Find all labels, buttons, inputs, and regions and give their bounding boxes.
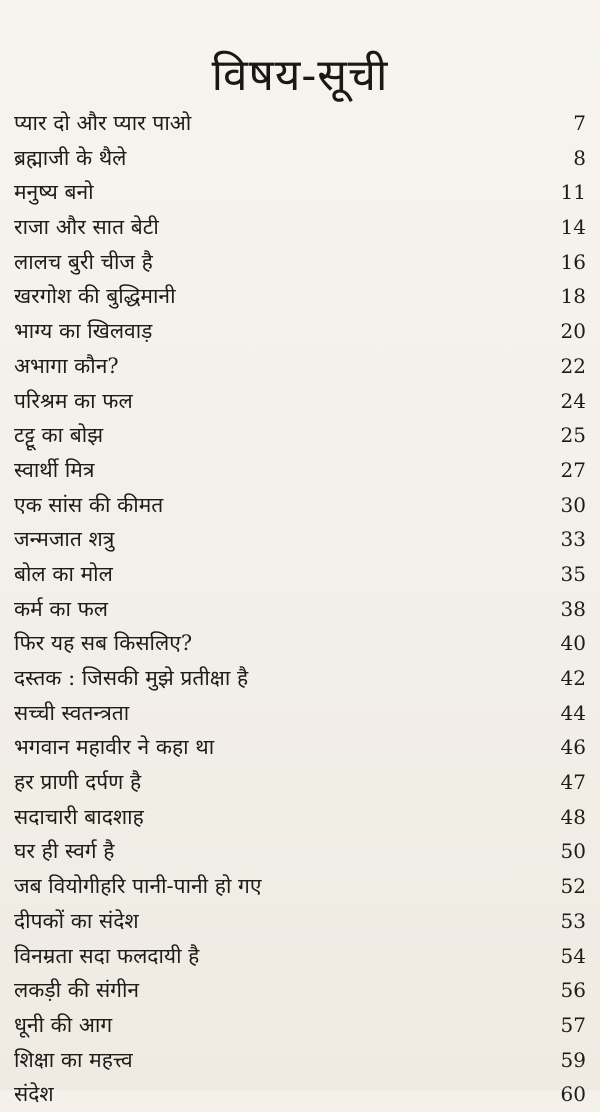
- toc-entry-page-number: 14: [560, 215, 586, 240]
- page-title: विषय-सूची: [211, 50, 389, 102]
- toc-entry: [14, 141, 586, 176]
- toc-entry-title: ब्रह्माजी के थैले: [14, 145, 127, 170]
- toc-entry-title: मनुष्य बनो: [14, 180, 94, 205]
- toc-entry-page-number: 59: [560, 1047, 586, 1072]
- toc-entry-title: प्यार दो और प्यार पाओ: [14, 111, 192, 135]
- toc-entry-title: विनम्रता सदा फलदायी है: [14, 943, 200, 968]
- toc-entry-title: जन्मजात शत्रु: [14, 527, 115, 552]
- toc-entry-page-number: 24: [560, 388, 586, 413]
- table-of-contents: [14, 106, 586, 1112]
- toc-entry: [14, 730, 586, 765]
- toc-entry-title: शिक्षा का महत्त्व: [14, 1047, 133, 1072]
- toc-entry: [14, 1077, 586, 1112]
- toc-entry-title: भाग्य का खिलवाड़: [14, 319, 153, 344]
- toc-entry-page-number: 57: [560, 1012, 586, 1037]
- toc-entry-title: कर्म का फल: [14, 596, 109, 621]
- toc-entry-page-number: 44: [560, 700, 586, 725]
- toc-entry-title: जब वियोगीहरि पानी-पानी हो गए: [14, 874, 262, 899]
- toc-entry: [14, 904, 586, 939]
- toc-entry: [14, 696, 586, 731]
- toc-entry-page-number: 35: [560, 561, 586, 586]
- toc-entry-title: लकड़ी की संगीन: [14, 978, 140, 1003]
- toc-entry: [14, 522, 586, 557]
- toc-entry-page-number: 56: [560, 978, 586, 1003]
- toc-entry-page-number: 16: [560, 249, 586, 274]
- toc-entry: [14, 210, 586, 245]
- toc-entry-title: स्वार्थी मित्र: [14, 457, 95, 482]
- toc-entry: [14, 349, 586, 384]
- toc-entry: [14, 869, 586, 904]
- toc-entry: [14, 1008, 586, 1043]
- toc-entry-title: दस्तक : जिसकी मुझे प्रतीक्षा है: [14, 666, 249, 690]
- toc-entry: [14, 626, 586, 661]
- toc-entry-page-number: 40: [560, 631, 586, 656]
- toc-entry-title: घर ही स्वर्ग है: [14, 839, 115, 864]
- toc-entry: [14, 453, 586, 488]
- toc-entry-page-number: 20: [560, 319, 586, 344]
- toc-entry-title: टट्टू का बोझ: [14, 423, 104, 448]
- toc-entry-title: हर प्राणी दर्पण है: [14, 770, 142, 795]
- toc-entry-page-number: 48: [560, 804, 586, 829]
- toc-entry-page-number: 42: [560, 666, 586, 690]
- toc-entry: [14, 834, 586, 869]
- toc-entry: [14, 800, 586, 835]
- toc-entry-page-number: 22: [560, 353, 586, 378]
- toc-entry-title: संदेश: [14, 1082, 54, 1107]
- toc-entry-page-number: 46: [560, 735, 586, 760]
- toc-entry-page-number: 50: [560, 839, 586, 864]
- toc-entry-title: परिश्रम का फल: [14, 388, 133, 413]
- toc-entry: [14, 175, 586, 210]
- toc-entry-page-number: 33: [560, 527, 586, 552]
- toc-entry: [14, 973, 586, 1008]
- toc-entry-title: अभागा कौन?: [14, 353, 119, 378]
- toc-entry-page-number: 60: [560, 1082, 586, 1107]
- toc-entry-title: राजा और सात बेटी: [14, 215, 159, 240]
- toc-entry: [14, 314, 586, 349]
- toc-entry: [14, 1043, 586, 1078]
- toc-entry-page-number: 8: [573, 145, 586, 170]
- toc-entry-title: लालच बुरी चीज है: [14, 249, 153, 274]
- toc-entry-title: भगवान महावीर ने कहा था: [14, 735, 215, 760]
- toc-entry-page-number: 38: [560, 596, 586, 621]
- toc-entry-page-number: 53: [560, 908, 586, 933]
- toc-entry-page-number: 47: [560, 770, 586, 795]
- toc-entry: [14, 245, 586, 280]
- toc-entry: [14, 106, 586, 141]
- toc-entry: [14, 661, 586, 696]
- toc-entry-title: फिर यह सब किसलिए?: [14, 631, 193, 656]
- toc-entry-page-number: 30: [560, 492, 586, 517]
- toc-entry: [14, 592, 586, 627]
- toc-entry-title: धूनी की आग: [14, 1012, 113, 1037]
- toc-entry-title: दीपकों का संदेश: [14, 908, 139, 933]
- toc-entry: [14, 939, 586, 974]
- toc-entry-title: खरगोश की बुद्धिमानी: [14, 284, 176, 309]
- toc-entry-page-number: 25: [560, 423, 586, 448]
- toc-entry-title: बोल का मोल: [14, 561, 113, 586]
- toc-entry-title: एक सांस की कीमत: [14, 492, 164, 517]
- toc-entry: [14, 557, 586, 592]
- toc-entry-page-number: 7: [573, 111, 586, 135]
- toc-entry-page-number: 11: [560, 180, 586, 205]
- toc-entry: [14, 418, 586, 453]
- toc-entry: [14, 488, 586, 523]
- toc-entry: [14, 384, 586, 419]
- toc-entry-title: सच्ची स्वतन्त्रता: [14, 700, 130, 725]
- toc-entry: [14, 765, 586, 800]
- toc-entry-page-number: 52: [560, 874, 586, 899]
- toc-entry: [14, 279, 586, 314]
- toc-entry-title: सदाचारी बादशाह: [14, 804, 144, 829]
- toc-entry-page-number: 54: [560, 943, 586, 968]
- toc-entry-page-number: 27: [560, 457, 586, 482]
- toc-entry-page-number: 18: [560, 284, 586, 309]
